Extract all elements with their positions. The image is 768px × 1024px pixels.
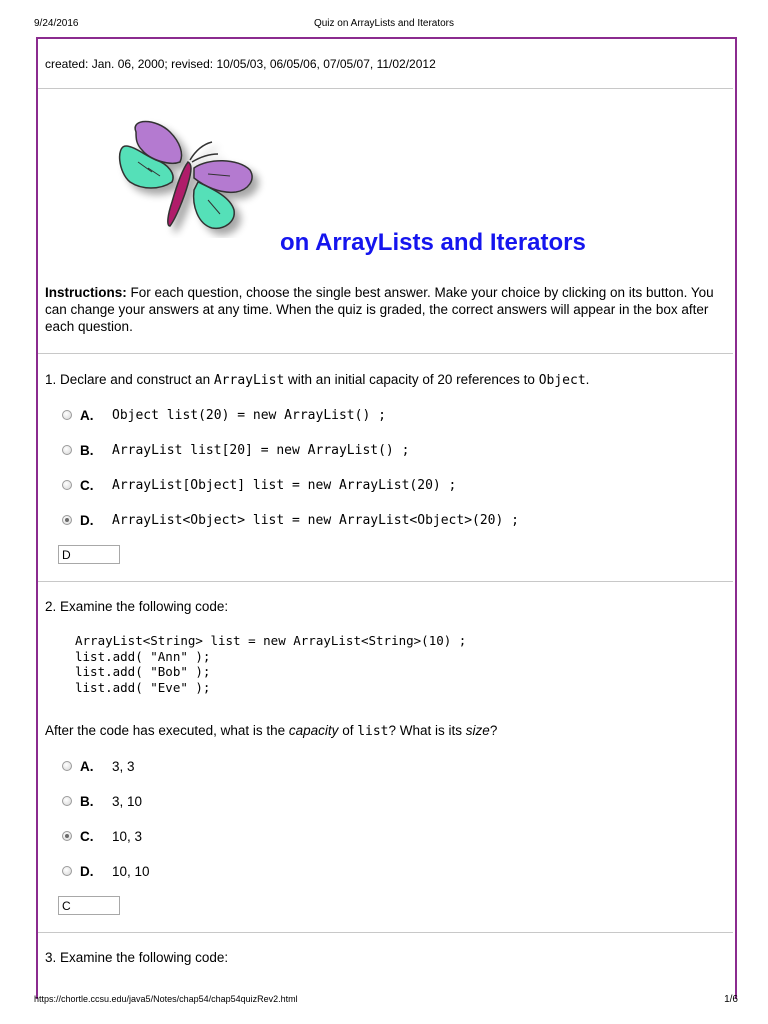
quiz-title: on ArrayLists and Iterators (280, 229, 586, 256)
q1-text-part: . (585, 372, 590, 387)
option-letter: B. (80, 442, 94, 458)
q2-code-part: list (357, 724, 389, 739)
q2-option-d[interactable] (62, 862, 150, 880)
q1-option-d[interactable] (62, 511, 519, 529)
option-letter: D. (80, 863, 94, 879)
instructions (45, 284, 725, 335)
divider (38, 581, 733, 582)
option-text: ArrayList list[20] = new ArrayList() ; (112, 442, 410, 458)
instructions-label: Instructions: (45, 285, 127, 300)
option-text: 10, 3 (112, 828, 143, 844)
print-title: Quiz on ArrayLists and Iterators (313, 18, 455, 29)
q1-option-a[interactable] (62, 406, 386, 424)
butterfly-image (108, 110, 274, 238)
q2-emphasis: capacity (288, 723, 339, 738)
divider (38, 932, 733, 933)
option-letter: C. (80, 828, 94, 844)
radio-button[interactable] (62, 831, 72, 841)
option-letter: B. (80, 793, 94, 809)
q2-answer-box[interactable]: C (58, 896, 120, 915)
divider (38, 353, 733, 354)
print-date: 9/24/2016 (34, 18, 79, 29)
created-line: created: Jan. 06, 2000; revised: 10/05/03, 06/05/06, 07/05/07, 11/02/2012 (45, 57, 436, 71)
instructions-text: For each question, choose the single best answer. Make your choice by clicking on its button. You can change your answers at any time. When the quiz is graded, the correct answers will appear in the box after each question. (45, 285, 714, 334)
q1-text-part: 1. Declare and construct an (45, 372, 214, 387)
q2-text-part: of (338, 723, 358, 738)
option-text: 3, 3 (112, 758, 135, 774)
question-2-text: 2. Examine the following code: (45, 599, 229, 614)
q1-code-part: ArrayList (213, 373, 285, 388)
radio-button[interactable] (62, 796, 72, 806)
radio-button[interactable] (62, 761, 72, 771)
question-1-text (45, 372, 589, 388)
question-2-question (45, 723, 497, 739)
radio-button[interactable] (62, 480, 72, 490)
page-number: 1/6 (724, 994, 738, 1005)
radio-button[interactable] (62, 445, 72, 455)
q2-text-part: ? What is its (388, 723, 466, 738)
option-letter: A. (80, 407, 94, 423)
option-letter: C. (80, 477, 94, 493)
option-letter: D. (80, 512, 94, 528)
q2-code-block: ArrayList<String> list = new ArrayList<String>(10) ; list.add( "Ann" ); list.add( "Bob" ); list.add( "Eve" ); (75, 633, 467, 695)
q2-option-a[interactable] (62, 757, 135, 775)
q1-option-c[interactable] (62, 476, 456, 494)
radio-button[interactable] (62, 410, 72, 420)
divider (38, 88, 733, 89)
q2-option-c[interactable] (62, 827, 142, 845)
question-3-text: 3. Examine the following code: (45, 950, 229, 965)
radio-button[interactable] (62, 866, 72, 876)
radio-button[interactable] (62, 515, 72, 525)
option-text: ArrayList<Object> list = new ArrayList<Object>(20) ; (112, 512, 519, 528)
q2-option-b[interactable] (62, 792, 142, 810)
q2-emphasis: size (465, 723, 490, 738)
q1-answer-box[interactable]: D (58, 545, 120, 564)
option-letter: A. (80, 758, 94, 774)
q1-code-part: Object (538, 373, 586, 388)
option-text: 10, 10 (112, 863, 150, 879)
option-text: ArrayList[Object] list = new ArrayList(20) ; (112, 477, 457, 493)
q2-text-part: ? (489, 723, 498, 738)
q2-text-part: After the code has executed, what is the (45, 723, 289, 738)
q1-text-part: with an initial capacity of 20 references to (284, 372, 539, 387)
option-text: Object list(20) = new ArrayList() ; (112, 407, 386, 423)
print-url: https://chortle.ccsu.edu/java5/Notes/chap54/chap54quizRev2.html (34, 994, 298, 1004)
q1-option-b[interactable] (62, 441, 409, 459)
option-text: 3, 10 (112, 793, 143, 809)
